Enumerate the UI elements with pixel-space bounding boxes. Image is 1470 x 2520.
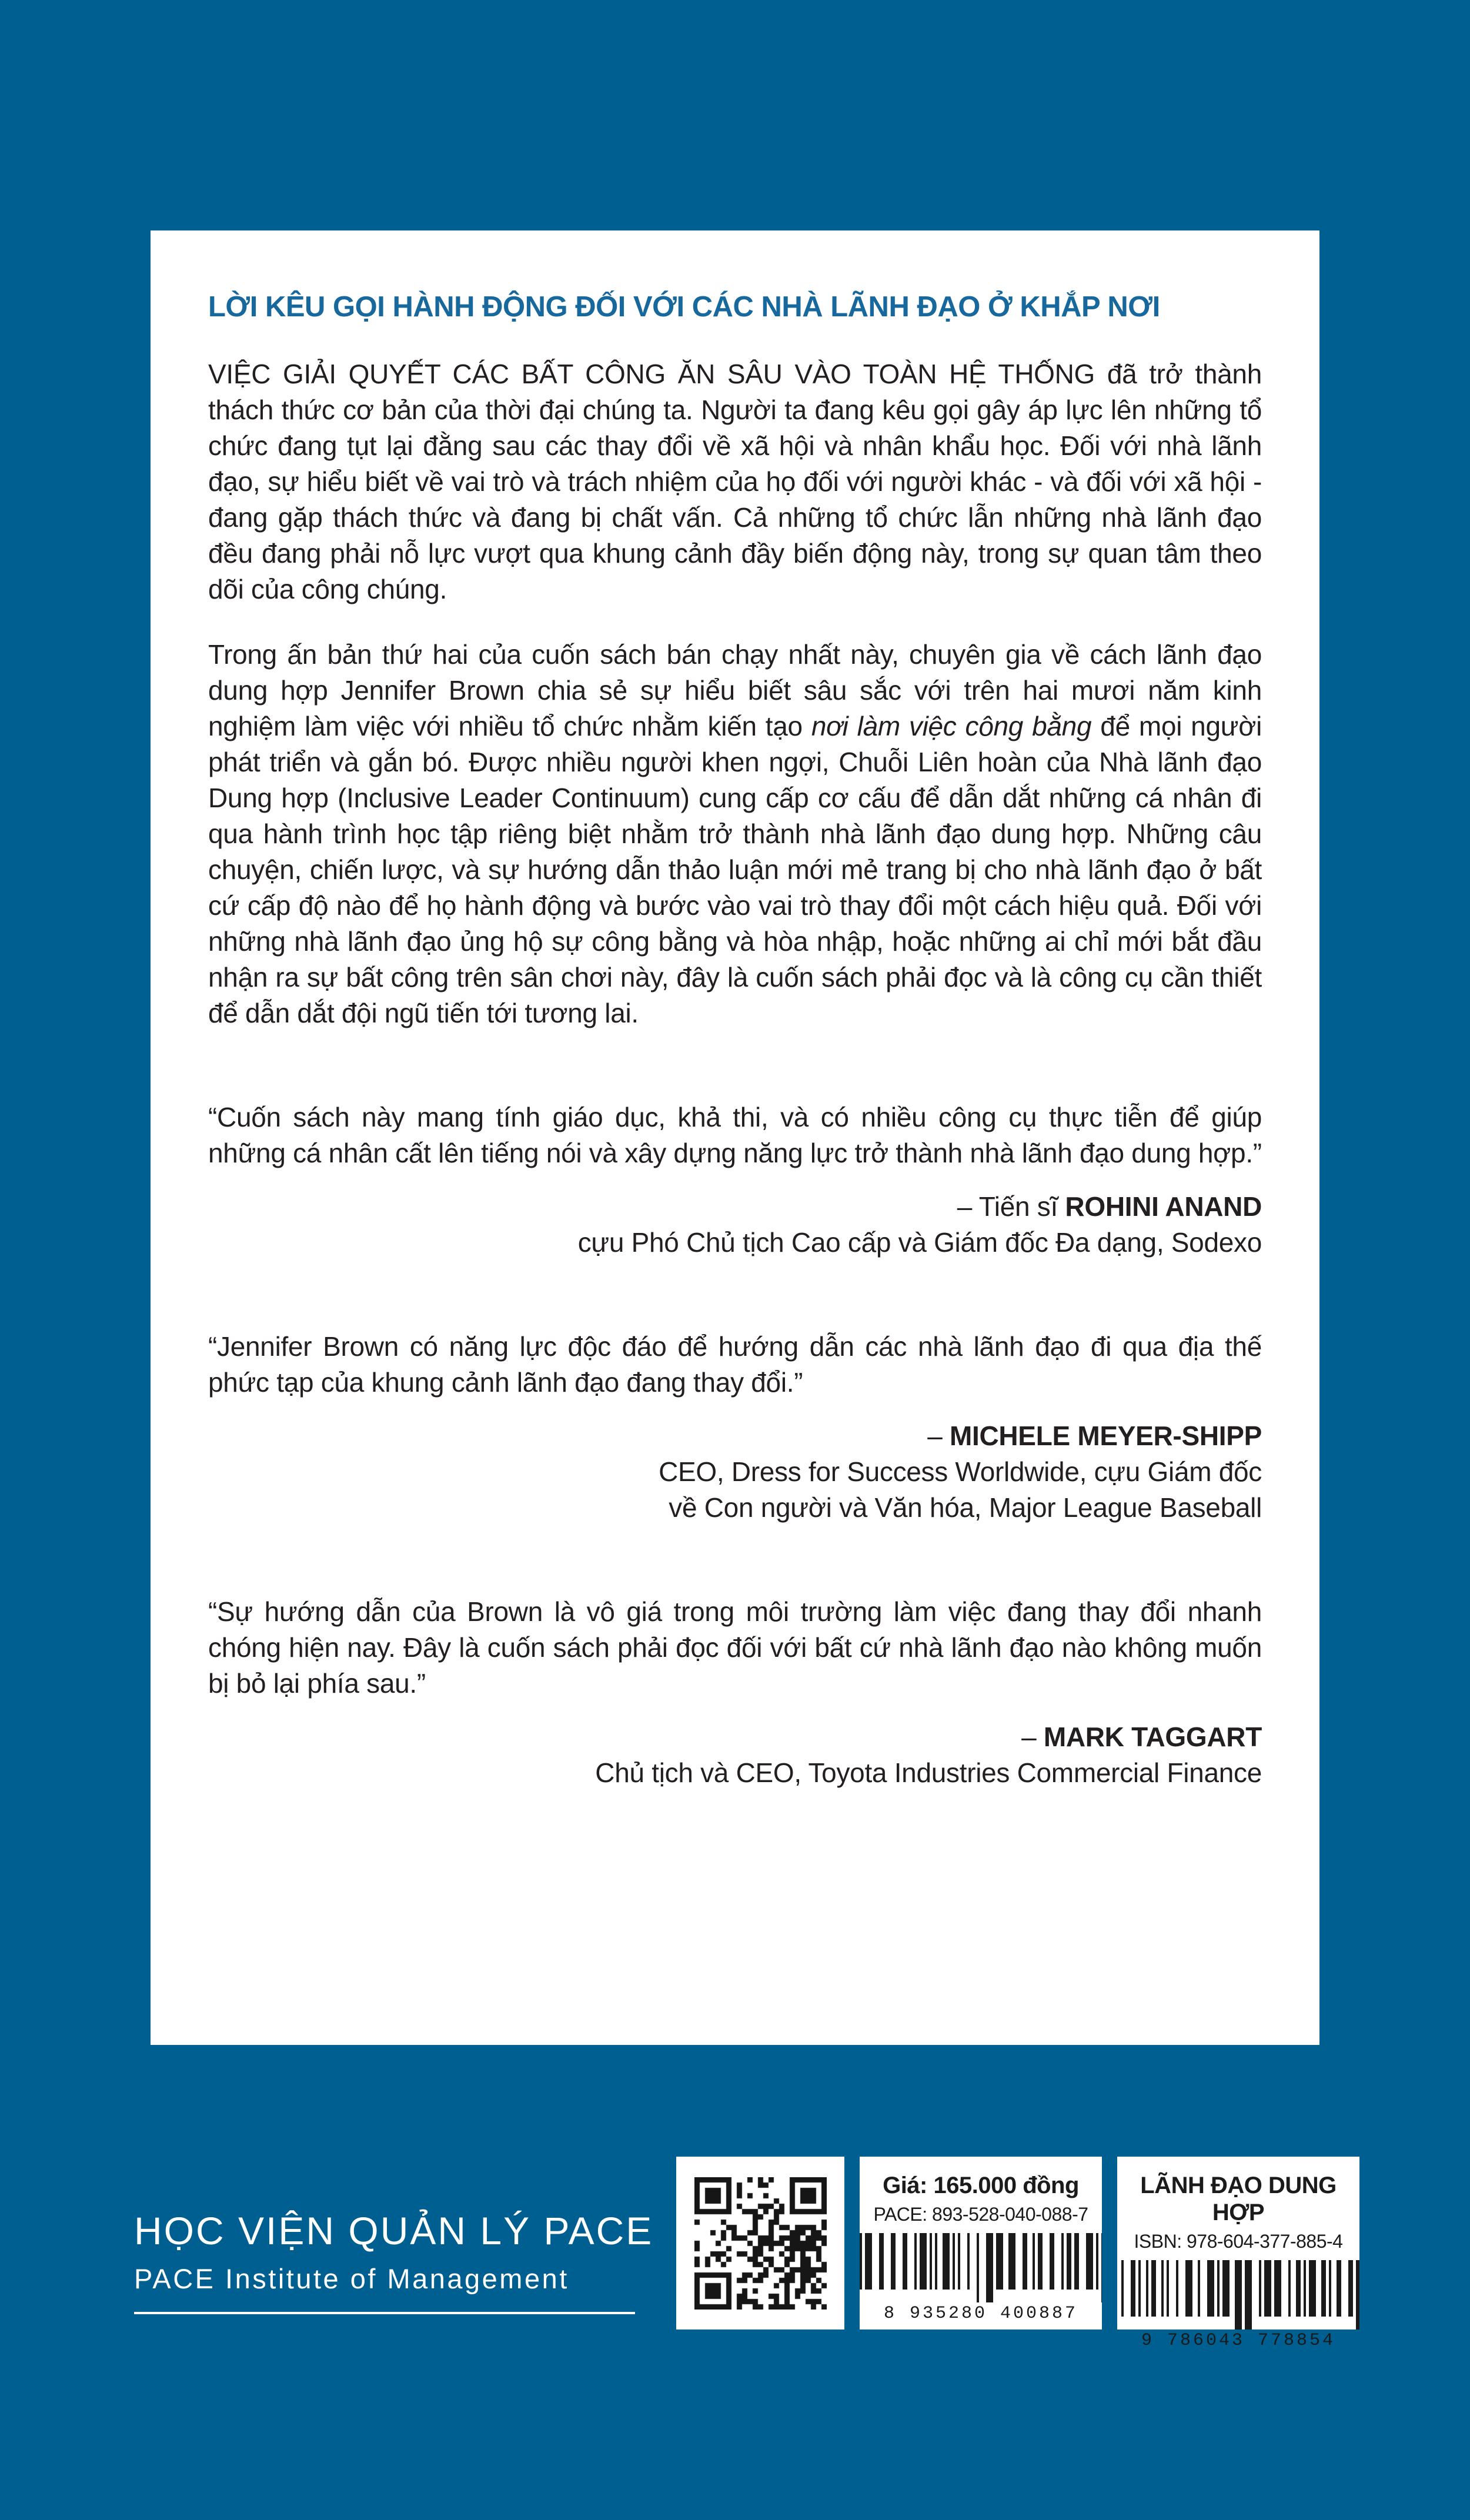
- synopsis-paragraph-2-start: Trong ấn bản thứ hai của cuốn sách bán chạy nhất này, chuyên gia về cách lãnh đạo dung hợp Jennifer Brown chia sẻ sự hiểu biết sâu sắc với trên hai mươi năm kinh nghiệm làm việc với nhiều tổ chức nhằm kiến tạo: [208, 639, 1262, 741]
- testimonial-2-name: MICHELE MEYER-SHIPP: [949, 1421, 1262, 1451]
- price-label: Giá: 165.000 đồng: [883, 2173, 1079, 2198]
- price-barcode-box: [860, 2157, 1102, 2330]
- back-cover-panel: [151, 230, 1319, 2045]
- testimonial-2-text: “Jennifer Brown có năng lực độc đáo để hướng dẫn các nhà lãnh đạo đi qua địa thế phức tạp của khung cảnh lãnh đạo đang thay đổi.”: [208, 1331, 1262, 1398]
- isbn-barcode-box: [1117, 2157, 1359, 2351]
- publisher-name-vi: HỌC VIỆN QUẢN LÝ PACE: [134, 2209, 654, 2252]
- testimonial-1-attribution: [208, 1189, 1262, 1261]
- synopsis-paragraph-1-text: đã trở thành thách thức cơ bản của thời đại chúng ta. Người ta đang kêu gọi gây áp lực lên những tổ chức đang tụt lại đằng sau các thay đổi về xã hội và nhân khẩu học. Đối với nhà lãnh đạo, sự hiểu biết về vai trò và trách nhiệm của họ đối với người khác - và đối với xã hội - đang gặp thách thức và đang bị chất vấn. Cả những tổ chức lẫn những nhà lãnh đạo đều đang phải nỗ lực vượt qua khung cảnh đầy biến động này, trong sự quan tâm theo dõi của công chúng.: [208, 359, 1262, 604]
- testimonial-2-prefix: –: [927, 1421, 950, 1451]
- testimonial-3: [208, 1594, 1262, 1791]
- testimonial-1-name: ROHINI ANAND: [1065, 1191, 1262, 1222]
- isbn-number: ISBN: 978-604-377-885-4: [1134, 2231, 1343, 2252]
- testimonial-3-org-line-1: Chủ tịch và CEO, Toyota Industries Commercial Finance: [595, 1757, 1262, 1788]
- qr-code-box: [676, 2157, 844, 2330]
- synopsis-lead-caps: VIỆC GIẢI QUYẾT CÁC BẤT CÔNG ĂN SÂU VÀO TOÀN HỆ THỐNG: [208, 359, 1095, 389]
- testimonial-1-org-line-1: cựu Phó Chủ tịch Cao cấp và Giám đốc Đa dạng, Sodexo: [577, 1227, 1262, 1258]
- testimonial-3-name-line: [208, 1719, 1262, 1755]
- publisher-name-en: PACE Institute of Management: [134, 2263, 569, 2294]
- testimonial-3-prefix: –: [1021, 1722, 1044, 1752]
- testimonial-3-attribution: [208, 1719, 1262, 1791]
- testimonial-1: [208, 1099, 1262, 1261]
- testimonial-1-prefix: – Tiến sĩ: [957, 1191, 1065, 1222]
- testimonial-2-name-line: [208, 1418, 1262, 1454]
- testimonial-2-org-line-1: CEO, Dress for Success Worldwide, cựu Giám đốc: [659, 1456, 1262, 1487]
- testimonial-3-name: MARK TAGGART: [1043, 1722, 1262, 1752]
- synopsis-paragraph-1: [208, 356, 1262, 607]
- testimonial-2-attribution: [208, 1418, 1262, 1526]
- isbn-barcode-digits: 9 786043 778854: [1141, 2331, 1336, 2351]
- testimonial-1-text: “Cuốn sách này mang tính giáo dục, khả thi, và có nhiều công cụ thực tiễn để giúp những cá nhân cất lên tiếng nói và xây dựng năng lực trở thành nhà lãnh đạo dung hợp.”: [208, 1102, 1262, 1168]
- qr-code: [694, 2177, 827, 2310]
- publisher-divider: [134, 2312, 635, 2314]
- call-to-action-heading: LỜI KÊU GỌI HÀNH ĐỘNG ĐỐI VỚI CÁC NHÀ LÃNH ĐẠO Ở KHẮP NƠI: [208, 291, 1160, 323]
- testimonial-2: [208, 1329, 1262, 1526]
- isbn-barcode: [1117, 2260, 1359, 2330]
- pace-code: PACE: 893-528-040-088-7: [873, 2204, 1088, 2225]
- testimonial-2-org-line-2: về Con người và Văn hóa, Major League Baseball: [669, 1492, 1262, 1523]
- price-barcode: [860, 2233, 1102, 2302]
- synopsis-paragraph-2-end: để mọi người phát triển và gắn bó. Được nhiều người khen ngợi, Chuỗi Liên hoàn của Nhà lãnh đạo Dung hợp (Inclusive Leader Continuum) cung cấp cơ cấu để dẫn dắt những cá nhân đi qua hành trình học tập riêng biệt nhằm trở thành nhà lãnh đạo dung hợp. Những câu chuyện, chiến lược, và sự hướng dẫn thảo luận mới mẻ trang bị cho nhà lãnh đạo ở bất cứ cấp độ nào để họ hành động và bước vào vai trò thay đổi một cách hiệu quả. Đối với những nhà lãnh đạo ủng hộ sự công bằng và hòa nhập, hoặc những ai chỉ mới bắt đầu nhận ra sự bất công trên sân chơi này, đây là cuốn sách phải đọc và là công cụ cần thiết để dẫn dắt đội ngũ tiến tới tương lai.: [208, 711, 1262, 1028]
- testimonial-1-name-line: [208, 1189, 1262, 1225]
- book-title: LÃNH ĐẠO DUNG HỢP: [1140, 2173, 1337, 2225]
- price-barcode-digits: 8 935280 400887: [883, 2304, 1078, 2324]
- synopsis-paragraph-2: [208, 637, 1262, 1031]
- synopsis-italic-phrase: nơi làm việc công bằng: [811, 711, 1092, 741]
- publisher-block: [134, 2208, 653, 2314]
- testimonial-3-text: “Sự hướng dẫn của Brown là vô giá trong môi trường làm việc đang thay đổi nhanh chóng hiện nay. Đây là cuốn sách phải đọc đối với bất cứ nhà lãnh đạo nào không muốn bị bỏ lại phía sau.”: [208, 1596, 1262, 1699]
